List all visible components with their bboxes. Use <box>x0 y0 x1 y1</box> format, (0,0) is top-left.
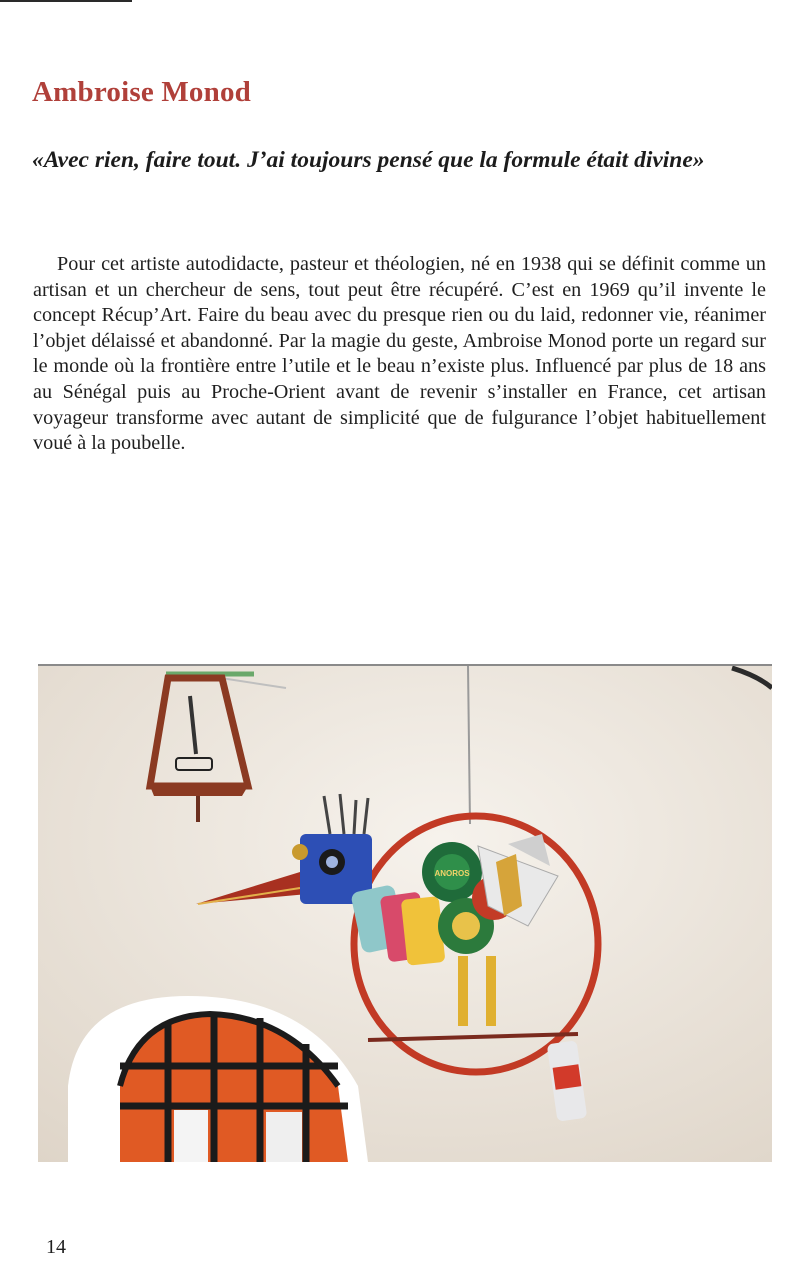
tin-label-text: ANOROS <box>434 869 470 878</box>
artwork-photo <box>38 664 772 1162</box>
pull-quote: «Avec rien, faire tout. J’ai toujours pensé que la formule était divine» <box>32 147 705 173</box>
body-paragraph: Pour cet artiste autodidacte, pasteur et théologien, né en 1938 qui se définit comme un artisan et un chercheur de sens, tout peut être récupéré. C’est en 1969 qu’il invente le concept Récup’Art. Faire du beau avec du presque rien ou du laid, redonner vie, réanimer l’objet délaissé et abandonné. Par la magie du geste, Ambroise Monod porte un regard sur le monde où la frontière entre l’utile et le beau n’existe plus. Influencé par plus de 18 ans au Sénégal puis au Proche-Orient avant de revenir s’installer en France, cet artisan voyageur transforme avec autant de simplicité que de fulgurance l’objet habituellement voué à la poubelle. <box>33 253 766 455</box>
page-number: 14 <box>46 1236 66 1258</box>
top-rule <box>0 0 132 2</box>
article-title: Ambroise Monod <box>32 76 251 108</box>
